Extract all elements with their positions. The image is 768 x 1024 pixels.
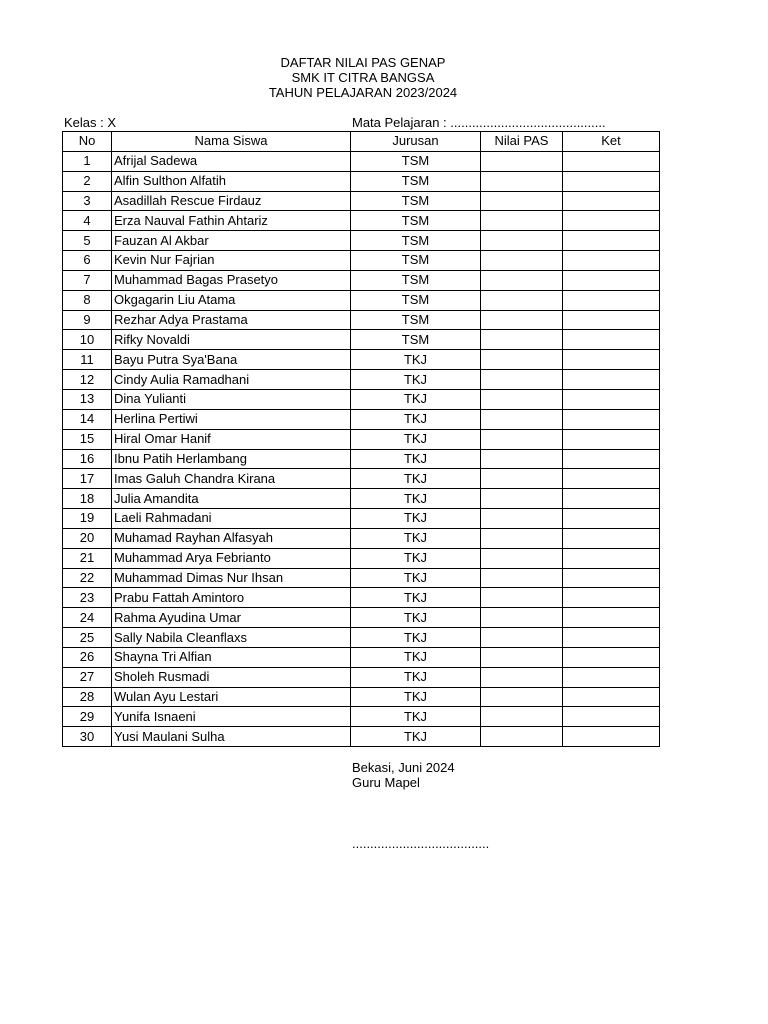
cell-nilai bbox=[481, 608, 563, 628]
table-row bbox=[63, 290, 660, 310]
cell-jurusan: TSM bbox=[351, 211, 481, 231]
cell-jurusan: TKJ bbox=[351, 687, 481, 707]
cell-nilai bbox=[481, 389, 563, 409]
cell-ket bbox=[563, 509, 660, 529]
table-row bbox=[63, 568, 660, 588]
cell-jurusan: TKJ bbox=[351, 509, 481, 529]
cell-ket bbox=[563, 489, 660, 509]
cell-ket bbox=[563, 528, 660, 548]
cell-no: 21 bbox=[63, 548, 112, 568]
cell-nilai bbox=[481, 548, 563, 568]
signature-block bbox=[352, 760, 455, 790]
cell-nama: Imas Galuh Chandra Kirana bbox=[112, 469, 351, 489]
cell-nilai bbox=[481, 647, 563, 667]
cell-nama: Dina Yulianti bbox=[112, 389, 351, 409]
cell-nilai bbox=[481, 270, 563, 290]
cell-nama: Hiral Omar Hanif bbox=[112, 429, 351, 449]
cell-jurusan: TKJ bbox=[351, 628, 481, 648]
academic-year: TAHUN PELAJARAN 2023/2024 bbox=[268, 85, 458, 100]
cell-nama: Cindy Aulia Ramadhani bbox=[112, 370, 351, 390]
cell-ket bbox=[563, 270, 660, 290]
cell-no: 4 bbox=[63, 211, 112, 231]
signature-place-date: Bekasi, Juni 2024 bbox=[352, 760, 455, 775]
cell-ket bbox=[563, 211, 660, 231]
cell-nilai bbox=[481, 727, 563, 747]
cell-nilai bbox=[481, 489, 563, 509]
table-row bbox=[63, 270, 660, 290]
cell-nilai bbox=[481, 330, 563, 350]
cell-no: 8 bbox=[63, 290, 112, 310]
table-row bbox=[63, 449, 660, 469]
cell-nilai bbox=[481, 509, 563, 529]
cell-no: 1 bbox=[63, 151, 112, 171]
table-row bbox=[63, 171, 660, 191]
cell-jurusan: TKJ bbox=[351, 429, 481, 449]
table-row bbox=[63, 330, 660, 350]
cell-no: 3 bbox=[63, 191, 112, 211]
cell-ket bbox=[563, 628, 660, 648]
cell-nama: Yunifa Isnaeni bbox=[112, 707, 351, 727]
cell-nilai bbox=[481, 370, 563, 390]
cell-ket bbox=[563, 151, 660, 171]
signature-name-line: ...................................... bbox=[352, 836, 490, 851]
cell-jurusan: TKJ bbox=[351, 449, 481, 469]
cell-no: 23 bbox=[63, 588, 112, 608]
cell-nama: Sholeh Rusmadi bbox=[112, 667, 351, 687]
cell-nilai bbox=[481, 231, 563, 251]
cell-nilai bbox=[481, 588, 563, 608]
table-row bbox=[63, 489, 660, 509]
table-row bbox=[63, 251, 660, 271]
table-row bbox=[63, 409, 660, 429]
table-row bbox=[63, 548, 660, 568]
cell-jurusan: TSM bbox=[351, 171, 481, 191]
cell-ket bbox=[563, 608, 660, 628]
table-row bbox=[63, 310, 660, 330]
cell-nama: Muhammad Arya Febrianto bbox=[112, 548, 351, 568]
cell-nama: Prabu Fattah Amintoro bbox=[112, 588, 351, 608]
table-row bbox=[63, 469, 660, 489]
cell-nilai bbox=[481, 310, 563, 330]
cell-nama: Muhammad Bagas Prasetyo bbox=[112, 270, 351, 290]
cell-ket bbox=[563, 588, 660, 608]
table-row bbox=[63, 350, 660, 370]
cell-nama: Ibnu Patih Herlambang bbox=[112, 449, 351, 469]
cell-nama: Sally Nabila Cleanflaxs bbox=[112, 628, 351, 648]
cell-nama: Alfin Sulthon Alfatih bbox=[112, 171, 351, 191]
column-header-jurusan: Jurusan bbox=[351, 132, 481, 152]
cell-jurusan: TKJ bbox=[351, 568, 481, 588]
cell-nama: Muhammad Dimas Nur Ihsan bbox=[112, 568, 351, 588]
cell-ket bbox=[563, 727, 660, 747]
table-row bbox=[63, 628, 660, 648]
cell-nilai bbox=[481, 409, 563, 429]
table-row bbox=[63, 588, 660, 608]
cell-nama: Wulan Ayu Lestari bbox=[112, 687, 351, 707]
cell-ket bbox=[563, 350, 660, 370]
cell-jurusan: TKJ bbox=[351, 370, 481, 390]
cell-nilai bbox=[481, 191, 563, 211]
class-info bbox=[64, 115, 660, 131]
cell-no: 29 bbox=[63, 707, 112, 727]
cell-jurusan: TSM bbox=[351, 310, 481, 330]
class-label: Kelas : X bbox=[64, 115, 117, 130]
cell-ket bbox=[563, 310, 660, 330]
document-header bbox=[0, 55, 726, 100]
cell-nilai bbox=[481, 171, 563, 191]
cell-no: 10 bbox=[63, 330, 112, 350]
column-header-no: No bbox=[63, 132, 112, 152]
cell-no: 11 bbox=[63, 350, 112, 370]
cell-jurusan: TKJ bbox=[351, 350, 481, 370]
cell-no: 28 bbox=[63, 687, 112, 707]
table-row bbox=[63, 509, 660, 529]
table-row bbox=[63, 389, 660, 409]
cell-nama: Laeli Rahmadani bbox=[112, 509, 351, 529]
table-row bbox=[63, 528, 660, 548]
cell-jurusan: TKJ bbox=[351, 588, 481, 608]
cell-nilai bbox=[481, 350, 563, 370]
cell-nilai bbox=[481, 687, 563, 707]
cell-ket bbox=[563, 370, 660, 390]
subject-label: Mata Pelajaran : ........................................... bbox=[352, 115, 606, 130]
cell-jurusan: TSM bbox=[351, 191, 481, 211]
cell-nama: Rifky Novaldi bbox=[112, 330, 351, 350]
cell-no: 26 bbox=[63, 647, 112, 667]
cell-jurusan: TKJ bbox=[351, 489, 481, 509]
cell-nama: Yusi Maulani Sulha bbox=[112, 727, 351, 747]
cell-jurusan: TSM bbox=[351, 251, 481, 271]
cell-nilai bbox=[481, 151, 563, 171]
table-header-row bbox=[63, 132, 660, 152]
cell-nama: Kevin Nur Fajrian bbox=[112, 251, 351, 271]
cell-no: 25 bbox=[63, 628, 112, 648]
cell-jurusan: TKJ bbox=[351, 548, 481, 568]
cell-nama: Bayu Putra Sya'Bana bbox=[112, 350, 351, 370]
cell-jurusan: TKJ bbox=[351, 608, 481, 628]
cell-nama: Muhamad Rayhan Alfasyah bbox=[112, 528, 351, 548]
cell-nilai bbox=[481, 469, 563, 489]
cell-ket bbox=[563, 251, 660, 271]
cell-jurusan: TKJ bbox=[351, 667, 481, 687]
cell-no: 14 bbox=[63, 409, 112, 429]
cell-ket bbox=[563, 568, 660, 588]
cell-nilai bbox=[481, 290, 563, 310]
cell-nama: Herlina Pertiwi bbox=[112, 409, 351, 429]
cell-ket bbox=[563, 389, 660, 409]
cell-ket bbox=[563, 330, 660, 350]
cell-nilai bbox=[481, 429, 563, 449]
cell-no: 9 bbox=[63, 310, 112, 330]
cell-no: 17 bbox=[63, 469, 112, 489]
table-row bbox=[63, 667, 660, 687]
cell-nama: Okgagarin Liu Atama bbox=[112, 290, 351, 310]
cell-no: 2 bbox=[63, 171, 112, 191]
table-row bbox=[63, 191, 660, 211]
cell-nama: Afrijal Sadewa bbox=[112, 151, 351, 171]
cell-no: 19 bbox=[63, 509, 112, 529]
column-header-nama: Nama Siswa bbox=[112, 132, 351, 152]
cell-no: 12 bbox=[63, 370, 112, 390]
table-row bbox=[63, 370, 660, 390]
table-row bbox=[63, 647, 660, 667]
cell-jurusan: TKJ bbox=[351, 528, 481, 548]
cell-ket bbox=[563, 409, 660, 429]
cell-nilai bbox=[481, 667, 563, 687]
cell-nilai bbox=[481, 211, 563, 231]
table-row bbox=[63, 211, 660, 231]
cell-jurusan: TSM bbox=[351, 330, 481, 350]
grades-table bbox=[62, 131, 660, 747]
table-row bbox=[63, 687, 660, 707]
column-header-nilai: Nilai PAS bbox=[481, 132, 563, 152]
cell-ket bbox=[563, 191, 660, 211]
cell-nama: Julia Amandita bbox=[112, 489, 351, 509]
cell-nilai bbox=[481, 251, 563, 271]
cell-jurusan: TKJ bbox=[351, 707, 481, 727]
cell-ket bbox=[563, 290, 660, 310]
cell-no: 5 bbox=[63, 231, 112, 251]
cell-nama: Rezhar Adya Prastama bbox=[112, 310, 351, 330]
cell-no: 6 bbox=[63, 251, 112, 271]
cell-nilai bbox=[481, 568, 563, 588]
cell-no: 30 bbox=[63, 727, 112, 747]
cell-nama: Rahma Ayudina Umar bbox=[112, 608, 351, 628]
table-row bbox=[63, 231, 660, 251]
cell-ket bbox=[563, 171, 660, 191]
column-header-ket: Ket bbox=[563, 132, 660, 152]
document-title: DAFTAR NILAI PAS GENAP bbox=[280, 55, 446, 70]
cell-no: 7 bbox=[63, 270, 112, 290]
cell-ket bbox=[563, 429, 660, 449]
school-name: SMK IT CITRA BANGSA bbox=[291, 70, 435, 85]
cell-ket bbox=[563, 687, 660, 707]
cell-ket bbox=[563, 707, 660, 727]
cell-nilai bbox=[481, 707, 563, 727]
signature-role: Guru Mapel bbox=[352, 775, 420, 790]
cell-nama: Asadillah Rescue Firdauz bbox=[112, 191, 351, 211]
table-row bbox=[63, 707, 660, 727]
cell-no: 24 bbox=[63, 608, 112, 628]
cell-jurusan: TSM bbox=[351, 151, 481, 171]
cell-nama: Fauzan Al Akbar bbox=[112, 231, 351, 251]
table-row bbox=[63, 608, 660, 628]
cell-ket bbox=[563, 667, 660, 687]
cell-jurusan: TSM bbox=[351, 270, 481, 290]
cell-no: 27 bbox=[63, 667, 112, 687]
cell-jurusan: TSM bbox=[351, 231, 481, 251]
cell-nilai bbox=[481, 528, 563, 548]
cell-ket bbox=[563, 548, 660, 568]
cell-jurusan: TKJ bbox=[351, 469, 481, 489]
cell-nama: Shayna Tri Alfian bbox=[112, 647, 351, 667]
cell-nilai bbox=[481, 628, 563, 648]
cell-jurusan: TKJ bbox=[351, 647, 481, 667]
cell-jurusan: TKJ bbox=[351, 727, 481, 747]
cell-no: 22 bbox=[63, 568, 112, 588]
cell-no: 15 bbox=[63, 429, 112, 449]
cell-jurusan: TSM bbox=[351, 290, 481, 310]
cell-no: 13 bbox=[63, 389, 112, 409]
cell-no: 20 bbox=[63, 528, 112, 548]
cell-nilai bbox=[481, 449, 563, 469]
cell-ket bbox=[563, 647, 660, 667]
cell-nama: Erza Nauval Fathin Ahtariz bbox=[112, 211, 351, 231]
cell-ket bbox=[563, 449, 660, 469]
cell-jurusan: TKJ bbox=[351, 409, 481, 429]
cell-no: 16 bbox=[63, 449, 112, 469]
cell-ket bbox=[563, 469, 660, 489]
table-row bbox=[63, 727, 660, 747]
cell-ket bbox=[563, 231, 660, 251]
cell-jurusan: TKJ bbox=[351, 389, 481, 409]
cell-no: 18 bbox=[63, 489, 112, 509]
table-row bbox=[63, 429, 660, 449]
table-row bbox=[63, 151, 660, 171]
